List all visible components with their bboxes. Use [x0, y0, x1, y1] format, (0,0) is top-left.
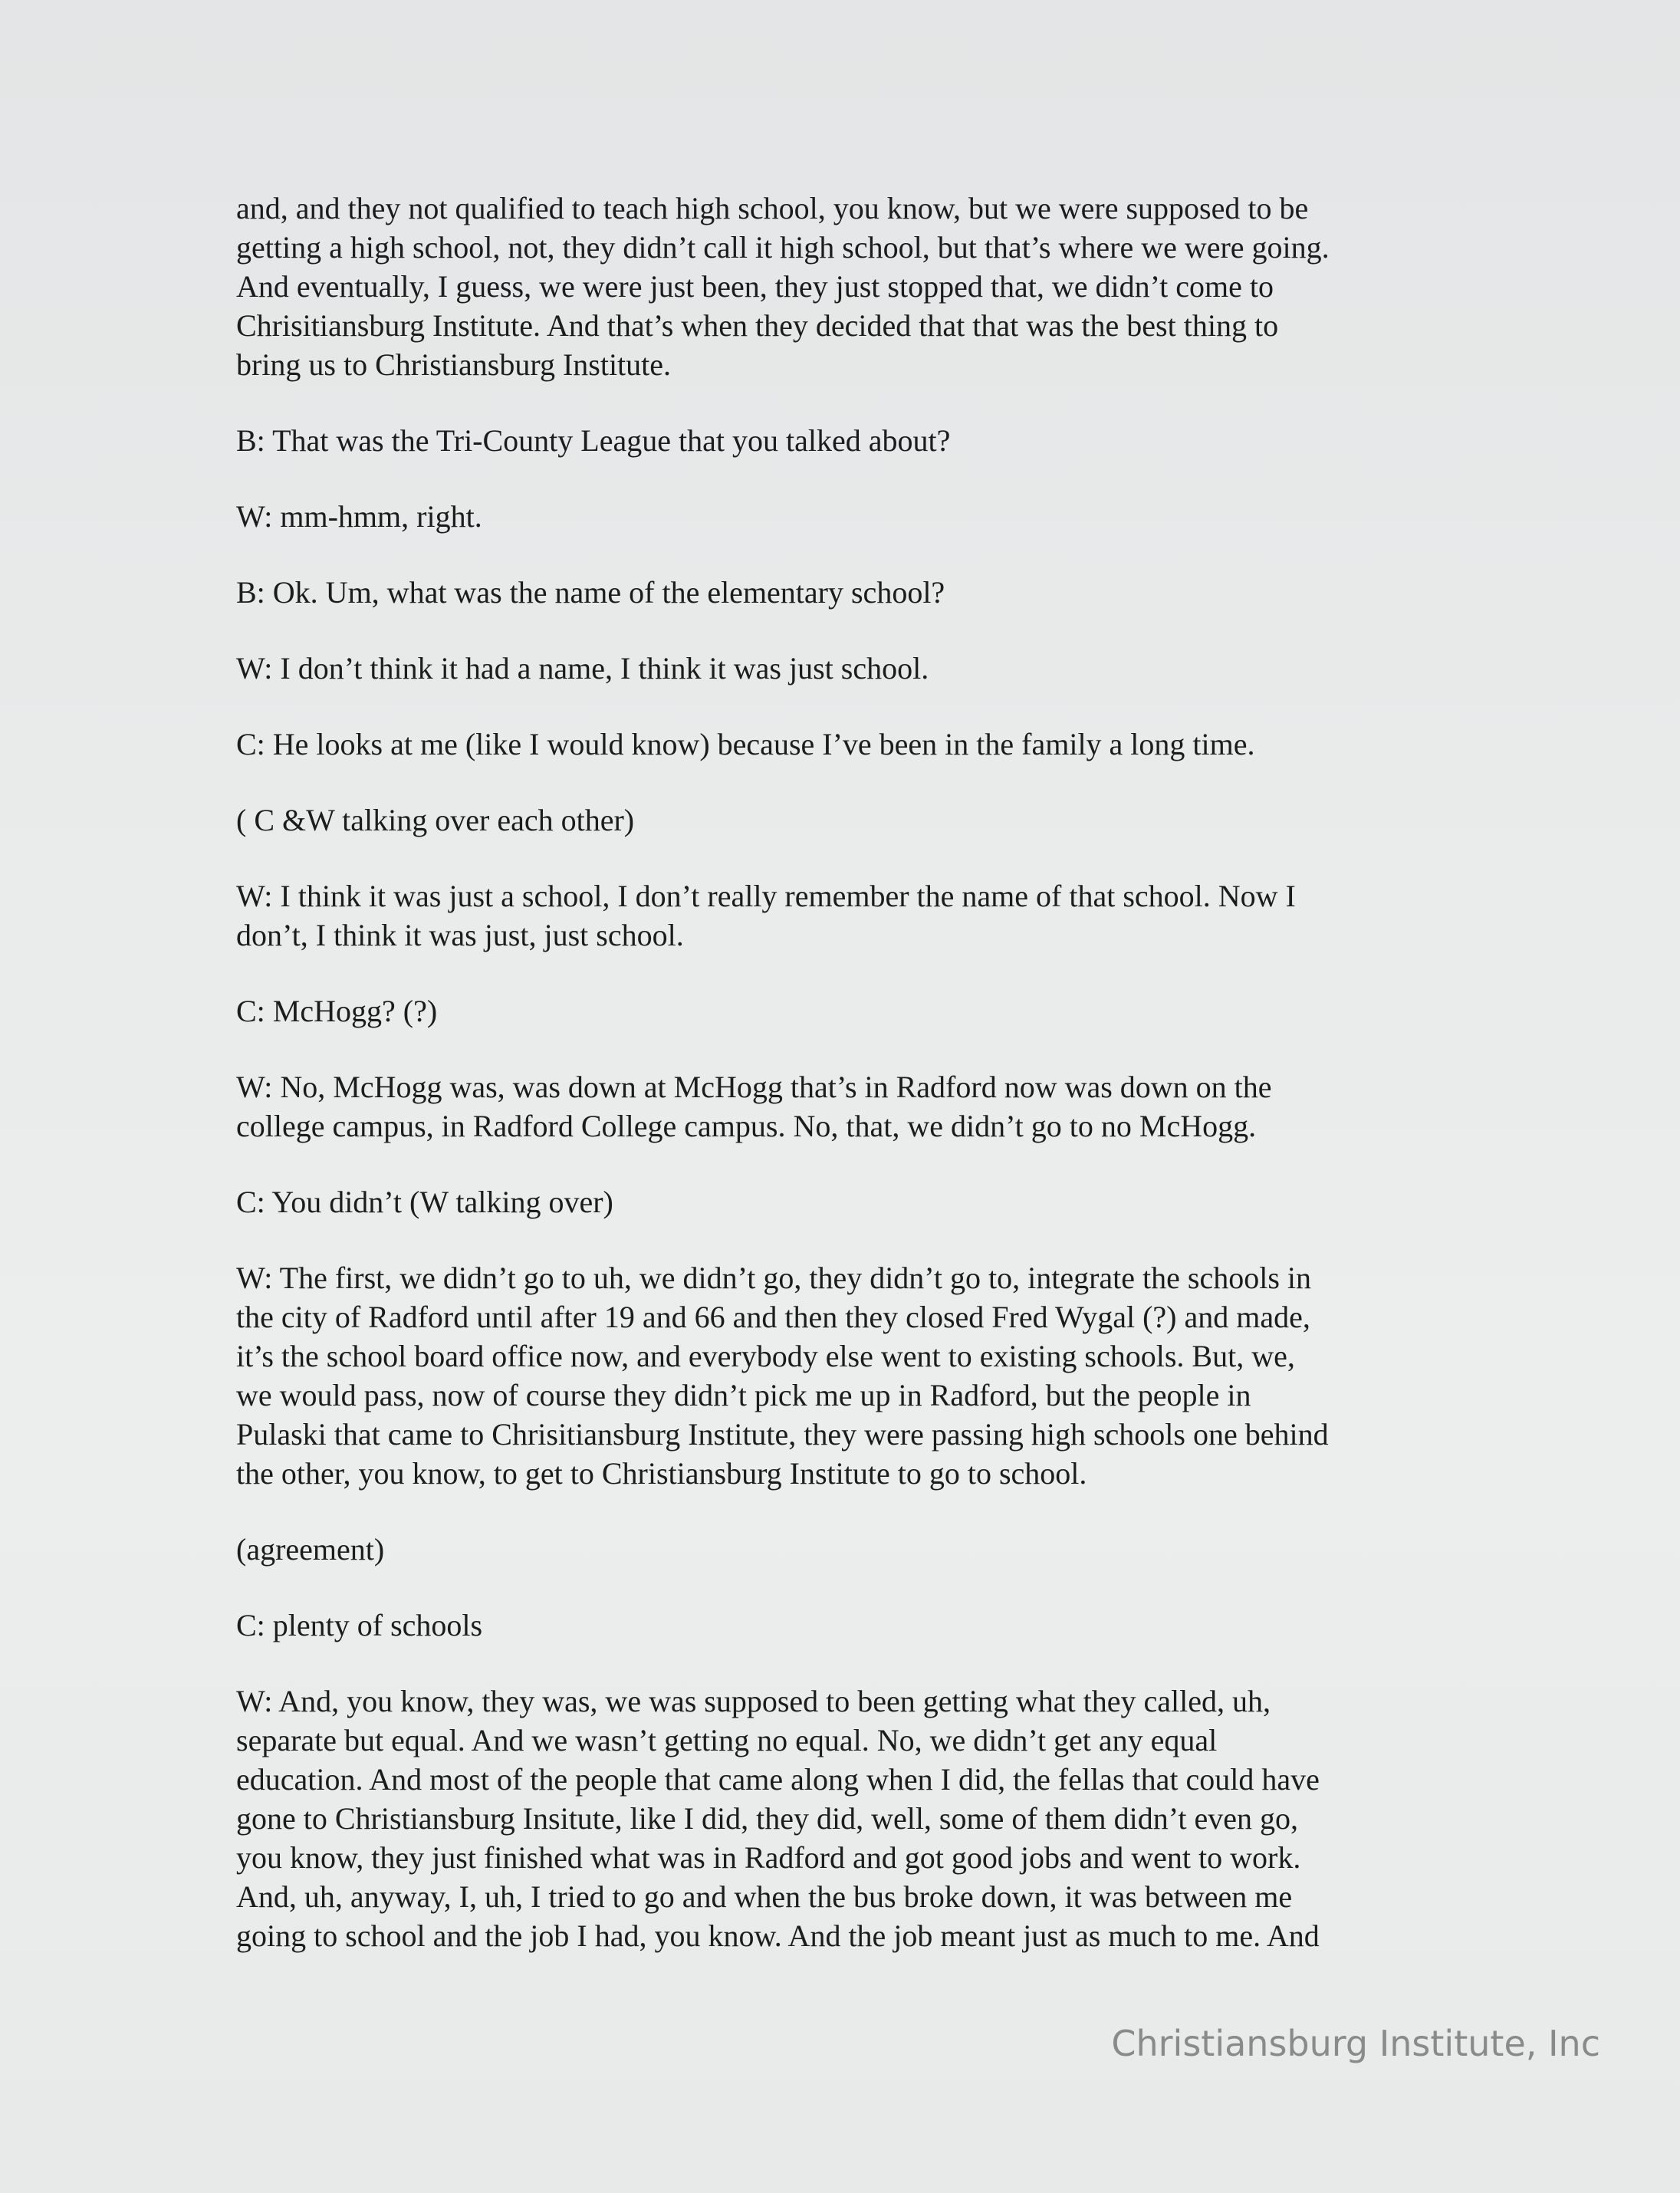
- transcript-paragraph: [236, 991, 1463, 1031]
- transcript-line: going to school and the job I had, you know. And the job meant just as much to me. And: [236, 1918, 1320, 1953]
- transcript-line: the city of Radford until after 19 and 66 and then they closed Fred Wygal (?) and made,: [236, 1300, 1310, 1334]
- transcript-line: B: Ok. Um, what was the name of the elementary school?: [236, 575, 945, 610]
- transcript-line: college campus, in Radford College campus. No, that, we didn’t go to no McHogg.: [236, 1109, 1257, 1143]
- transcript-paragraph: [236, 876, 1463, 955]
- transcript-paragraph: [236, 801, 1463, 840]
- transcript-line: W: mm-hmm, right.: [236, 499, 482, 534]
- transcript-line: we would pass, now of course they didn’t pick me up in Radford, but the people in: [236, 1378, 1251, 1412]
- transcript-line: B: That was the Tri-County League that you talked about?: [236, 423, 951, 458]
- transcript-line: W: I don’t think it had a name, I think it was just school.: [236, 651, 929, 686]
- transcript-line: Chrisitiansburg Institute. And that’s when they decided that that was the best thing to: [236, 308, 1279, 343]
- transcript-paragraph: [236, 1682, 1463, 1955]
- transcript-line: And eventually, I guess, we were just been, they just stopped that, we didn’t come to: [236, 269, 1274, 304]
- transcript-paragraph: [236, 1530, 1463, 1569]
- transcript-line: bring us to Christiansburg Institute.: [236, 347, 672, 382]
- transcript-line: getting a high school, not, they didn’t call it high school, but that’s where we were going.: [236, 230, 1330, 265]
- transcript-paragraph: [236, 1182, 1463, 1221]
- transcript-line: separate but equal. And we wasn’t getting no equal. No, we didn’t get any equal: [236, 1723, 1218, 1757]
- transcript-paragraph: [236, 573, 1463, 612]
- transcript-paragraph: [236, 1258, 1463, 1493]
- transcript-line: C: plenty of schools: [236, 1608, 483, 1642]
- watermark: Christiansburg Institute, Inc: [1111, 2023, 1600, 2064]
- transcript-line: ( C &W talking over each other): [236, 803, 635, 837]
- transcript-line: don’t, I think it was just, just school.: [236, 918, 684, 952]
- transcript-paragraph: [236, 1067, 1463, 1146]
- transcript-paragraph: [236, 497, 1463, 536]
- transcript-line: education. And most of the people that came along when I did, the fellas that could have: [236, 1762, 1320, 1797]
- transcript-body: [236, 189, 1463, 1992]
- transcript-line: the other, you know, to get to Christiansburg Institute to go to school.: [236, 1456, 1087, 1491]
- transcript-paragraph: [236, 649, 1463, 688]
- transcript-line: gone to Christiansburg Insitute, like I did, they did, well, some of them didn’t even go,: [236, 1801, 1298, 1836]
- transcript-line: you know, they just finished what was in Radford and got good jobs and went to work.: [236, 1840, 1301, 1875]
- transcript-line: and, and they not qualified to teach high school, you know, but we were supposed to be: [236, 191, 1309, 225]
- transcript-line: C: You didn’t (W talking over): [236, 1185, 613, 1219]
- transcript-line: W: The first, we didn’t go to uh, we didn’t go, they didn’t go to, integrate the schools in: [236, 1261, 1312, 1295]
- transcript-paragraph: [236, 189, 1463, 384]
- transcript-line: W: I think it was just a school, I don’t really remember the name of that school. Now I: [236, 879, 1296, 913]
- transcript-line: C: He looks at me (like I would know) because I’ve been in the family a long time.: [236, 727, 1255, 761]
- transcript-paragraph: [236, 725, 1463, 764]
- transcript-line: C: McHogg? (?): [236, 994, 438, 1028]
- transcript-line: And, uh, anyway, I, uh, I tried to go and when the bus broke down, it was between me: [236, 1879, 1293, 1914]
- transcript-paragraph: [236, 421, 1463, 460]
- transcript-line: W: No, McHogg was, was down at McHogg that’s in Radford now was down on the: [236, 1070, 1272, 1104]
- transcript-line: (agreement): [236, 1532, 385, 1567]
- transcript-line: Pulaski that came to Chrisitiansburg Institute, they were passing high schools one behind: [236, 1417, 1329, 1452]
- transcript-line: W: And, you know, they was, we was supposed to been getting what they called, uh,: [236, 1684, 1271, 1718]
- transcript-paragraph: [236, 1606, 1463, 1645]
- transcript-line: it’s the school board office now, and everybody else went to existing schools. But, we,: [236, 1339, 1295, 1373]
